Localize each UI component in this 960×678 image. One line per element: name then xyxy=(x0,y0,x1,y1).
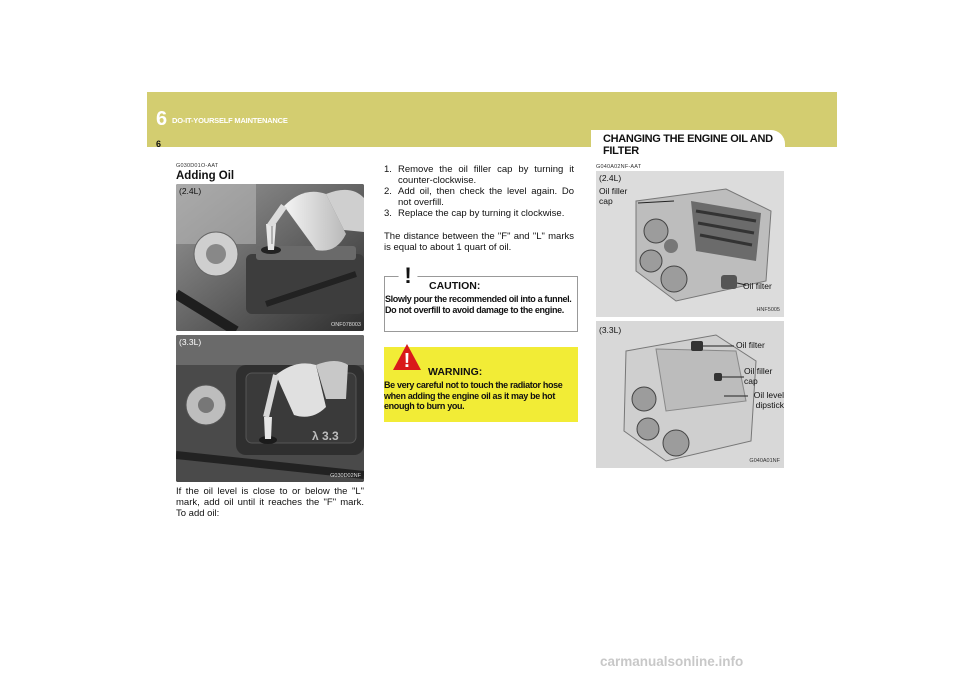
list-item xyxy=(384,164,574,186)
engine2-oil-level-dipstick-callout: Oil level dipstick xyxy=(753,390,784,410)
steps-list xyxy=(384,164,574,219)
step-text: Replace the cap by turning it clockwise. xyxy=(398,208,565,219)
step-number: 3. xyxy=(384,208,392,219)
list-item xyxy=(384,186,574,208)
engine2-oil-filler-cap-callout: Oil filler cap xyxy=(744,366,773,386)
warning-text: Be very careful not to touch the radiator hose when adding the engine oil as it may be hot enough to burn you. xyxy=(384,380,563,411)
section-code-right: G040A02NF-AAT xyxy=(596,164,642,170)
engine2-code: G040A01NF xyxy=(749,458,780,464)
engine-diagram-2-4l xyxy=(596,171,784,317)
step-number: 1. xyxy=(384,164,392,175)
photo-label-2-4l: (2.4L) xyxy=(179,186,202,196)
caution-title: CAUTION: xyxy=(429,280,481,292)
engine1-label: (2.4L) xyxy=(599,173,622,183)
engine1-oil-filter-callout: Oil filter xyxy=(743,281,772,291)
photo-label-3-3l: (3.3L) xyxy=(179,337,202,347)
engine-cover-badge: λ 3.3 xyxy=(312,429,339,443)
engine-photo-2-4l-illustration xyxy=(176,184,364,331)
engine2-oil-filter-callout: Oil filter xyxy=(736,340,765,350)
step-text: Add oil, then check the level again. Do not overfill. xyxy=(398,186,574,208)
svg-text:!: ! xyxy=(403,350,411,371)
engine-photo-2-4l xyxy=(176,184,364,331)
photo-code-2-4l: ONF078003 xyxy=(331,322,361,328)
svg-text:!: ! xyxy=(404,263,412,287)
engine1-oil-filler-cap-callout: Oil filler cap xyxy=(599,186,628,206)
engine1-code: HNF5005 xyxy=(756,307,780,313)
warning-title: WARNING: xyxy=(428,366,483,378)
step-text: Remove the oil filler cap by turning it counter-clockwise. xyxy=(398,164,574,186)
engine-photo-3-3l-illustration xyxy=(176,335,364,482)
engine-diagram-3-3l xyxy=(596,321,784,468)
engine2-label: (3.3L) xyxy=(599,325,622,335)
intro-paragraph: If the oil level is close to or below the "L" mark, add oil until it reaches the "F" mark. To add oil: xyxy=(176,486,364,519)
caution-box xyxy=(384,263,578,332)
page-number: 6 xyxy=(156,139,162,149)
chapter-number: 6 xyxy=(156,108,168,130)
warning-triangle-icon xyxy=(392,343,422,371)
step-number: 2. xyxy=(384,186,392,197)
photo-code-3-3l: G030D02NF xyxy=(330,473,361,479)
caution-text: Slowly pour the recommended oil into a funnel. Do not overfill to avoid damage to the engine. xyxy=(385,294,572,315)
page-title: Adding Oil xyxy=(176,170,235,182)
watermark: carmanualsonline.info xyxy=(600,654,744,669)
section-title: CHANGING THE ENGINE OIL AND FILTER xyxy=(603,133,773,157)
section-code: G030D01O-AAT xyxy=(176,163,219,169)
chapter-title: DO-IT-YOURSELF MAINTENANCE xyxy=(172,116,288,125)
warning-box xyxy=(384,347,578,422)
engine-photo-3-3l xyxy=(176,335,364,482)
distance-note: The distance between the "F" and "L" marks is equal to about 1 quart of oil. xyxy=(384,231,574,253)
caution-triangle-icon xyxy=(393,259,423,287)
list-item xyxy=(384,208,574,219)
